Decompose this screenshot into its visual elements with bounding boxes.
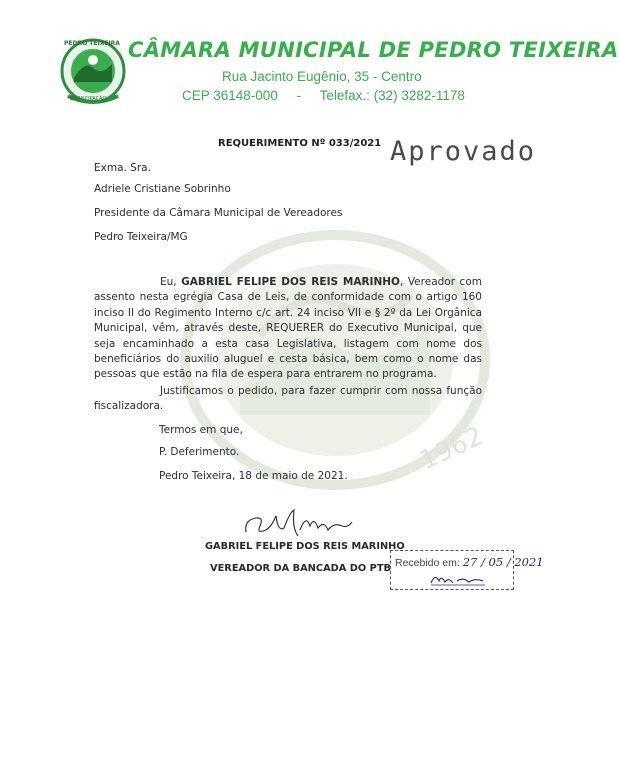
receipt-stamp [390,550,544,590]
seal-text: PEDRO TEIXEIRA [64,40,120,47]
org-name: CÂMARA MUNICIPAL DE PEDRO TEIXEIRA [128,38,619,62]
recipient-role: Presidente da Câmara Municipal de Vereadores [94,207,343,219]
recipient-city: Pedro Teixeira/MG [94,231,188,243]
author-signature [238,502,358,544]
svg-text:1962: 1962 [415,421,488,477]
signer-name: GABRIEL FELIPE DOS REIS MARINHO [205,541,405,552]
author-name: GABRIEL FELIPE DOS REIS MARINHO [181,276,400,288]
receipt-label: Recebido em: [395,557,460,569]
receipt-signature [427,571,491,587]
closing-deferimento: P. Deferimento. [159,446,240,458]
receipt-date: 27 / 05 / 2021 [462,555,544,569]
body-intro: Eu, [160,276,182,288]
municipal-seal-logo [60,38,126,104]
seal-label: EMANCIPAÇÃO [70,96,107,102]
recipient-name: Adriele Cristiane Sobrinho [94,183,231,195]
approved-stamp: Aprovado [390,136,537,167]
justification-paragraph [94,384,482,415]
receipt-line [395,555,544,569]
signer-role: VEREADOR DA BANCADA DO PTB [210,563,391,574]
justification-text: Justificamos o pedido, para fazer cumprir com nossa função fiscalizadora. [94,385,482,413]
org-address: Rua Jacinto Eugênio, 35 - Centro [222,69,422,84]
body-text: , Vereador com assento nesta egrégia Casa de Leis, de conformidade com o artigo 160 inciso II do Regimento Interno c/c art. 24 inciso VII e § 2º da Lei Orgânica Municipal, vêm, através deste, REQUERER do Executivo Municipal, que seja encaminhado a esta casa Legislativa, listagem com nome dos beneficiários do auxilio aluguel e cesta básica, bem como o nome das pessoas que estão na fila de espera para entrarem no programa. [94,276,482,381]
closing-terms: Termos em que, [159,424,243,436]
place-date: Pedro Teixeira, 18 de maio de 2021. [159,470,348,482]
document-title: REQUERIMENTO Nº 033/2021 [218,138,382,149]
request-body [94,275,482,383]
salutation: Exma. Sra. [94,162,151,174]
org-contact: CEP 36148-000 - Telefax.: (32) 3282-1178 [182,88,465,103]
